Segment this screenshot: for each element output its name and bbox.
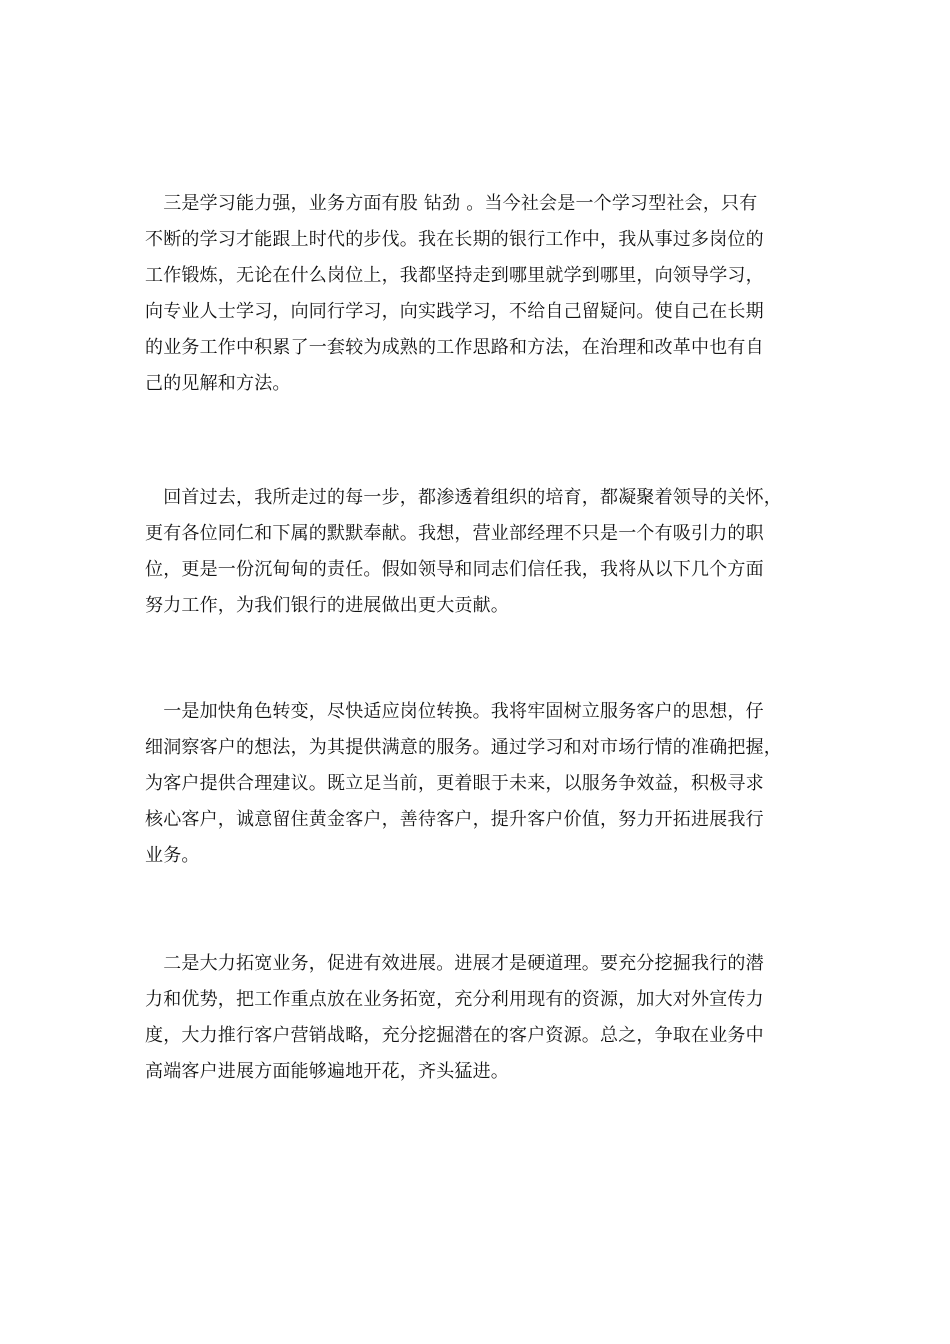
text-line: 为客户提供合理建议。既立足当前，更着眼于未来，以服务争效益，积极寻求	[145, 773, 764, 794]
text-line: 高端客户进展方面能够遍地开花，齐头猛进。	[145, 1061, 509, 1082]
text-line: 度，大力推行客户营销战略，充分挖掘潜在的客户资源。总之，争取在业务中	[145, 1025, 764, 1046]
paragraph-business-expansion	[145, 946, 815, 1090]
text-line: 位，更是一份沉甸甸的责任。假如领导和同志们信任我，我将从以下几个方面	[145, 559, 764, 580]
text-line: 力和优势，把工作重点放在业务拓宽，充分利用现有的资源，加大对外宣传力	[145, 989, 764, 1010]
paragraph-role-change	[145, 694, 815, 874]
text-line: 己的见解和方法。	[145, 373, 291, 394]
text-line: 向专业人士学习，向同行学习，向实践学习，不给自己留疑问。使自己在长期	[145, 301, 764, 322]
paragraph-learning-ability	[145, 186, 815, 402]
paragraph-looking-back	[145, 480, 815, 624]
text-line: 细洞察客户的想法，为其提供满意的服务。通过学习和对市场行情的准确把握，	[145, 737, 782, 758]
text-line: 回首过去，我所走过的每一步，都渗透着组织的培育，都凝聚着领导的关怀，	[145, 487, 782, 508]
text-line: 不断的学习才能跟上时代的步伐。我在长期的银行工作中，我从事过多岗位的	[145, 229, 764, 250]
text-line: 业务。	[145, 845, 200, 866]
text-line: 二是大力拓宽业务，促进有效进展。进展才是硬道理。要充分挖掘我行的潜	[145, 953, 764, 974]
text-line: 努力工作，为我们银行的进展做出更大贡献。	[145, 595, 509, 616]
text-line: 核心客户，诚意留住黄金客户，善待客户，提升客户价值，努力开拓进展我行	[145, 809, 764, 830]
text-line: 一是加快角色转变，尽快适应岗位转换。我将牢固树立服务客户的思想，仔	[145, 701, 764, 722]
text-line: 工作锻炼，无论在什么岗位上，我都坚持走到哪里就学到哪里，向领导学习，	[145, 265, 764, 286]
text-line: 更有各位同仁和下属的默默奉献。我想，营业部经理不只是一个有吸引力的职	[145, 523, 764, 544]
text-line: 三是学习能力强，业务方面有股 钻劲 。当今社会是一个学习型社会，只有	[145, 193, 758, 214]
text-line: 的业务工作中积累了一套较为成熟的工作思路和方法，在治理和改革中也有自	[145, 337, 764, 358]
